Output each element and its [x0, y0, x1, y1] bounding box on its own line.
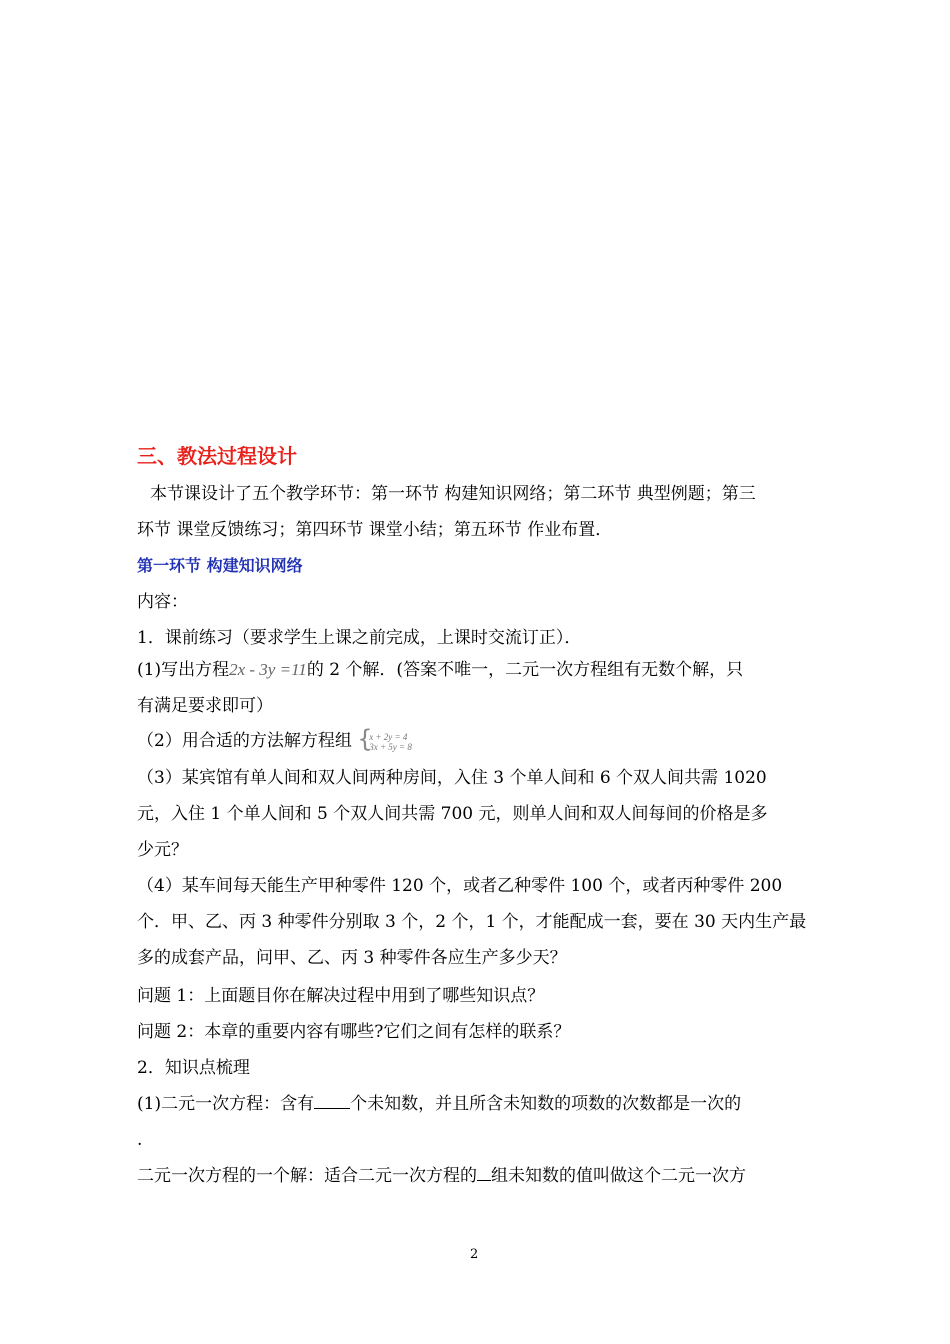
left-brace-icon: { — [357, 724, 373, 753]
page-number: 2 — [470, 1247, 479, 1262]
question-1-suffix: 的 2 个解．(答案不唯一，二元一次方程组有无数个解，只 — [306, 660, 744, 680]
equation-system — [357, 724, 469, 753]
question-1-prefix: (1)写出方程 — [137, 660, 230, 680]
intro-line-2: 环节 课堂反馈练习；第四环节 课堂小结；第五环节 作业布置． — [137, 520, 613, 540]
question-1-line-2: 有满足要求即可） — [137, 696, 273, 716]
knowledge-1-suffix: 个未知数，并且所含未知数的项数的次数都是一次的 — [350, 1094, 742, 1114]
item-2-heading: 2．知识点梳理 — [137, 1058, 250, 1078]
system-equation-1: x + 2y = 4 — [369, 731, 408, 742]
question-1-equation: 2x - 3y =11 — [229, 660, 307, 679]
question-4-line-1: （4）某车间每天能生产甲种零件 120 个，或者乙种零件 100 个，或者丙种零件 200 — [137, 876, 783, 896]
question-4-line-2: 个．甲、乙、丙 3 种零件分别取 3 个，2 个，1 个，才能配成一套，要在 30 天内生产最 — [137, 912, 807, 932]
fill-blank-2 — [477, 1164, 491, 1181]
knowledge-1-prefix: (1)二元一次方程：含有 — [137, 1094, 315, 1114]
question-3-line-2: 元，入住 1 个单人间和 5 个双人间共需 700 元，则单人间和双人间每间的价格是多 — [137, 804, 768, 824]
problem-1: 问题 1：上面题目你在解决过程中用到了哪些知识点？ — [137, 986, 545, 1006]
knowledge-1-dot: . — [137, 1130, 143, 1150]
question-3-line-3: 少元？ — [137, 840, 188, 860]
item-1-heading: 1．课前练习（要求学生上课之前完成，上课时交流订正）． — [137, 628, 582, 648]
stage1-title: 第一环节 构建知识网络 — [137, 556, 303, 575]
knowledge-2-suffix: 组未知数的值叫做这个二元一次方 — [491, 1166, 746, 1186]
question-2-prefix: （2）用合适的方法解方程组 — [137, 731, 352, 751]
question-1 — [137, 658, 743, 682]
question-4-line-3: 多的成套产品，问甲、乙、丙 3 种零件各应生产多少天？ — [137, 948, 567, 968]
knowledge-1 — [137, 1092, 741, 1116]
system-equation-2: 3x + 5y = 8 — [369, 741, 412, 752]
fill-blank-1 — [314, 1092, 350, 1109]
question-3-line-1: （3）某宾馆有单人间和双人间两种房间，入住 3 个单人间和 6 个双人间共需 1020 — [137, 768, 767, 788]
problem-2: 问题 2：本章的重要内容有哪些?它们之间有怎样的联系？ — [137, 1022, 571, 1042]
intro-line-1: 本节课设计了五个教学环节：第一环节 构建知识网络；第二环节 典型例题；第三 — [150, 484, 756, 504]
knowledge-2 — [137, 1164, 746, 1188]
content-label: 内容： — [137, 592, 188, 612]
knowledge-2-prefix: 二元一次方程的一个解：适合二元一次方程的 — [137, 1166, 477, 1186]
question-2 — [137, 724, 469, 753]
section-title: 三、教法过程设计 — [137, 444, 297, 468]
